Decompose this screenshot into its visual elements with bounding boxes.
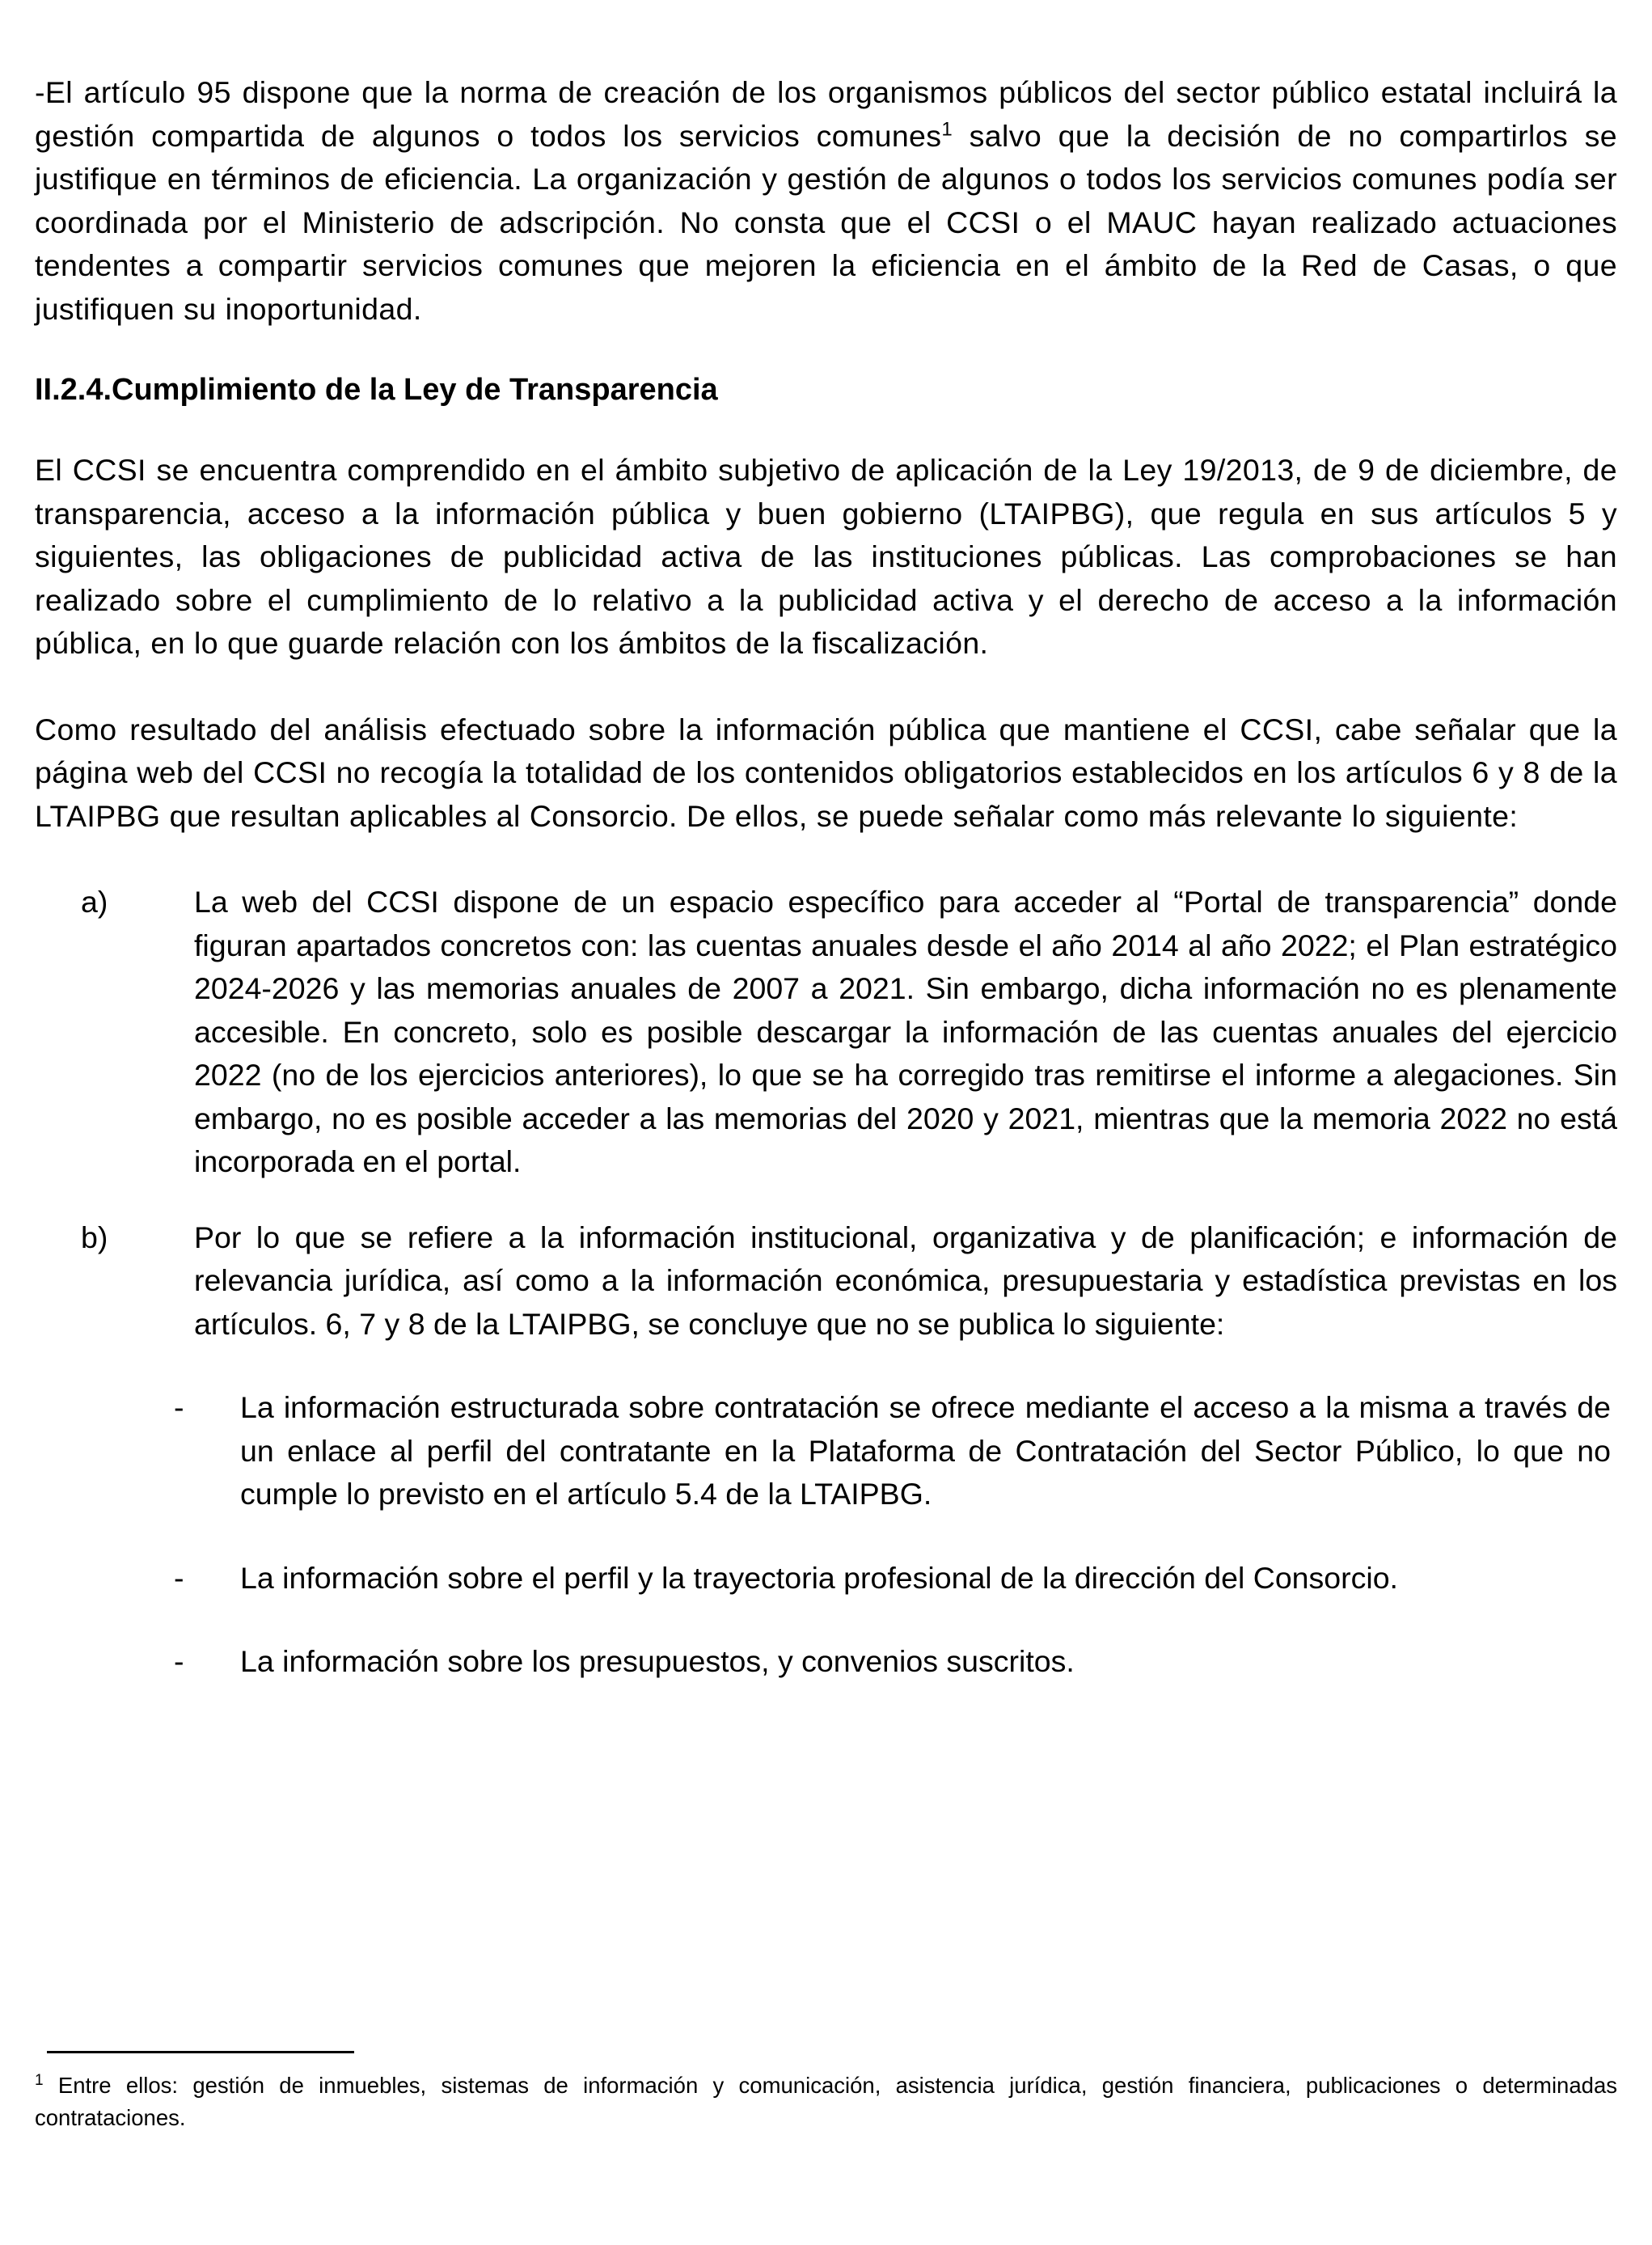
list-item-a	[35, 881, 1617, 1184]
spacer	[35, 331, 1617, 370]
paragraph-articulo-95-part1: -El artículo 95 dispone que la norma de creación de los organismos públicos del sector público estatal incluirá la gestión compartida de algunos o todos los servicios comunes	[35, 75, 1617, 153]
dash-item-perfil-direccion-marker: -	[174, 1560, 184, 1595]
dash-item-presupuestos-text: La información sobre los presupuestos, y convenios suscritos.	[240, 1644, 1075, 1678]
list-item-b-text: Por lo que se refiere a la información institucional, organizativa y de planificación; e información de relevancia jurídica, así como a la información económica, presupuestaria y estadística previstas en los artículos. 6, 7 y 8 de la LTAIPBG, se concluye que no se publica lo siguiente:	[194, 1220, 1617, 1341]
footnote-1-text: Entre ellos: gestión de inmuebles, sistemas de información y comunicación, asistencia jurídica, gestión financiera, publicaciones o determinadas contrataciones.	[35, 2073, 1617, 2130]
spacer	[35, 1184, 1617, 1216]
paragraph-articulo-95	[35, 71, 1617, 331]
paragraph-resultado-analisis: Como resultado del análisis efectuado sobre la información pública que mantiene el CCSI, cabe señalar que la página web del CCSI no recogía la totalidad de los contenidos obligatorios establecidos en los artículos 6 y 8 de la LTAIPBG que resultan aplicables al Consorcio. De ellos, se puede señalar como más relevante lo siguiente:	[35, 712, 1617, 833]
list-item-b-marker: b)	[81, 1220, 108, 1254]
footnote-area	[35, 2051, 1617, 2134]
section-heading-title: Cumplimiento de la Ley de Transparencia	[112, 373, 718, 407]
spacer	[35, 1346, 1617, 1386]
document-body	[35, 71, 1617, 1684]
footnote-separator-rule	[47, 2051, 354, 2053]
spacer	[35, 1600, 1617, 1640]
paragraph-ltaipbg-ambito: El CCSI se encuentra comprendido en el ámbito subjetivo de aplicación de la Ley 19/2013, de 9 de diciembre, de transparencia, acceso a la información pública y buen gobierno (LTAIPBG), que regula en sus artículos 5 y siguientes, las obligaciones de publicidad activa de las instituciones públicas. Las comprobaciones se han realizado sobre el cumplimiento de lo relativo a la publicidad activa y el derecho de acceso a la información pública, en lo que guarde relación con los ámbitos de la fiscalización.	[35, 453, 1617, 660]
spacer	[35, 666, 1617, 708]
spacer	[35, 410, 1617, 449]
section-heading	[35, 370, 1617, 410]
dash-item-presupuestos-marker: -	[174, 1644, 184, 1678]
list-item-a-marker: a)	[81, 885, 108, 919]
spacer	[35, 838, 1617, 881]
footnote-reference-1[interactable]: 1	[941, 118, 953, 140]
list-item-a-text: La web del CCSI dispone de un espacio específico para acceder al “Portal de transparencia” donde figuran apartados concretos con: las cuentas anuales desde el año 2014 al año 2022; el Plan estratégico 2024-2026 y las memorias anuales de 2007 a 2021. Sin embargo, dicha información no es plenamente accesible. En concreto, solo es posible descargar la información de las cuentas anuales del ejercicio 2022 (no de los ejercicios anteriores), lo que se ha corregido tras remitirse el informe a alegaciones. Sin embargo, no es posible acceder a las memorias del 2020 y 2021, mientras que la memoria 2022 no está incorporada en el portal.	[194, 885, 1617, 1178]
dash-item-contratacion-marker: -	[174, 1390, 184, 1424]
paragraph-articulo-95-part2: salvo que la decisión de no compartirlos se justifique en términos de eficiencia. La organización y gestión de algunos o todos los servicios comunes podía ser coordinada por el Ministerio de adscripción. No consta que el CCSI o el MAUC hayan realizado actuaciones tendentes a compartir servicios comunes que mejoren la eficiencia en el ámbito de la Red de Casas, o que justifiquen su inoportunidad.	[35, 118, 1617, 326]
dash-item-presupuestos	[35, 1640, 1617, 1684]
dash-item-contratacion-text: La información estructurada sobre contratación se ofrece mediante el acceso a la misma a través de un enlace al perfil del contratante en la Plataforma de Contratación del Sector Público, lo que no cumple lo previsto en el artículo 5.4 de la LTAIPBG.	[240, 1390, 1611, 1511]
footnote-1	[35, 2070, 1617, 2134]
dash-item-perfil-direccion-text: La información sobre el perfil y la trayectoria profesional de la dirección del Consorcio.	[240, 1560, 1398, 1595]
footnote-1-marker: 1	[35, 2071, 44, 2089]
section-heading-number: II.2.4.	[35, 373, 112, 407]
dash-item-perfil-direccion	[35, 1557, 1617, 1600]
dash-item-contratacion	[35, 1386, 1617, 1516]
list-item-b	[35, 1216, 1617, 1347]
spacer	[35, 1516, 1617, 1557]
